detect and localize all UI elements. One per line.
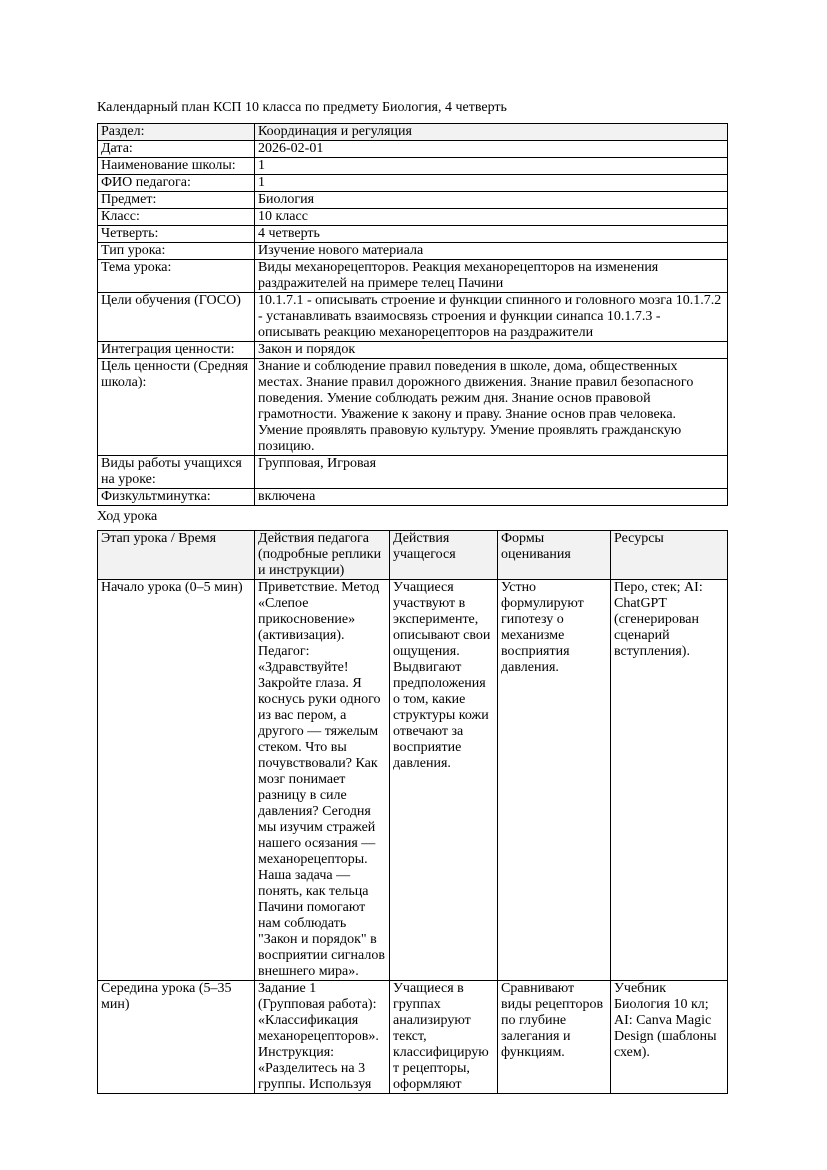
table-row [98, 124, 728, 141]
info-label: ФИО педагога: [98, 175, 255, 192]
table-row [98, 342, 728, 359]
assessment-cell: Устно формулируют гипотезу о механизме восприятия давления. [498, 580, 611, 981]
info-label: Виды работы учащихся на уроке: [98, 456, 255, 489]
info-label: Интеграция ценности: [98, 342, 255, 359]
resources-cell: Учебник Биология 10 кл; AI: Canva Magic Design (шаблоны схем). [611, 981, 728, 1094]
info-label: Четверть: [98, 226, 255, 243]
table-row [98, 158, 728, 175]
info-value: Координация и регуляция [255, 124, 728, 141]
column-header-assessment: Формы оценивания [498, 531, 611, 580]
document-title: Календарный план КСП 10 класса по предмету Биология, 4 четверть [97, 100, 507, 115]
lesson-table [97, 530, 728, 1094]
section-heading: Ход урока [97, 509, 158, 524]
column-header-resources: Ресурсы [611, 531, 728, 580]
info-label: Класс: [98, 209, 255, 226]
table-row [98, 293, 728, 342]
table-row [98, 175, 728, 192]
info-value: Биология [255, 192, 728, 209]
info-label: Раздел: [98, 124, 255, 141]
info-label: Дата: [98, 141, 255, 158]
info-label: Тема урока: [98, 260, 255, 293]
info-value: Групповая, Игровая [255, 456, 728, 489]
table-row [98, 456, 728, 489]
info-value: 2026-02-01 [255, 141, 728, 158]
info-label: Наименование школы: [98, 158, 255, 175]
table-row [98, 209, 728, 226]
stage-cell: Начало урока (0–5 мин) [98, 580, 255, 981]
table-row [98, 192, 728, 209]
column-header-stage: Этап урока / Время [98, 531, 255, 580]
teacher-actions-cell: Задание 1 (Групповая работа): «Классификация механорецепторов». Инструкция: «Разделитесь на 3 группы. Используя [255, 981, 390, 1094]
lesson-header-row [98, 531, 728, 580]
info-value: Закон и порядок [255, 342, 728, 359]
table-row [98, 243, 728, 260]
info-value: включена [255, 489, 728, 506]
table-row [98, 260, 728, 293]
lesson-row-middle [98, 981, 728, 1094]
info-label: Цели обучения (ГОСО) [98, 293, 255, 342]
column-header-teacher-actions: Действия педагога (подробные реплики и инструкции) [255, 531, 390, 580]
student-actions-cell: Учащиеся в группах анализируют текст, классифицируют рецепторы, оформляют [390, 981, 498, 1094]
info-table [97, 123, 728, 506]
info-value: Знание и соблюдение правил поведения в школе, дома, общественных местах. Знание правил дорожного движения. Знание правил безопасного поведения. Умение соблюдать режим дня. Знание основ правовой грамотности. Уважение к закону и праву. Знание основ прав человека. Умение проявлять правовую культуру. Умение проявлять гражданскую позицию. [255, 359, 728, 456]
student-actions-cell: Учащиеся участвуют в эксперименте, описывают свои ощущения. Выдвигают предположения о том, какие структуры кожи отвечают за восприятие давления. [390, 580, 498, 981]
info-label: Цель ценности (Средняя школа): [98, 359, 255, 456]
lesson-row-start [98, 580, 728, 981]
assessment-cell: Сравнивают виды рецепторов по глубине залегания и функциям. [498, 981, 611, 1094]
info-label: Предмет: [98, 192, 255, 209]
info-value: 4 четверть [255, 226, 728, 243]
info-value: 1 [255, 175, 728, 192]
info-value: 10 класс [255, 209, 728, 226]
table-row [98, 489, 728, 506]
column-header-student-actions: Действия учащегося [390, 531, 498, 580]
stage-cell: Середина урока (5–35 мин) [98, 981, 255, 1094]
table-row [98, 226, 728, 243]
table-row [98, 141, 728, 158]
info-value: Виды механорецепторов. Реакция механорецепторов на изменения раздражителей на примере телец Пачини [255, 260, 728, 293]
info-value: 1 [255, 158, 728, 175]
resources-cell: Перо, стек; AI: ChatGPT (сгенерирован сценарий вступления). [611, 580, 728, 981]
teacher-actions-cell: Приветствие. Метод «Слепое прикосновение» (активизация). Педагог: «Здравствуйте! Закройте глаза. Я коснусь руки одного из вас пером, а другого — тяжелым стеком. Что вы почувствовали? Как мозг понимает разницу в силе давления? Сегодня мы изучим стражей нашего осязания — механорецепторы. Наша задача — понять, как тельца Пачини помогают нам соблюдать "Закон и порядок" в восприятии сигналов внешнего мира». [255, 580, 390, 981]
info-label: Тип урока: [98, 243, 255, 260]
info-label: Физкультминутка: [98, 489, 255, 506]
info-value: Изучение нового материала [255, 243, 728, 260]
info-value: 10.1.7.1 - описывать строение и функции спинного и головного мозга 10.1.7.2 - устанавливать взаимосвязь строения и функции синапса 10.1.7.3 - описывать реакцию механорецепторов на раздражители [255, 293, 728, 342]
table-row [98, 359, 728, 456]
